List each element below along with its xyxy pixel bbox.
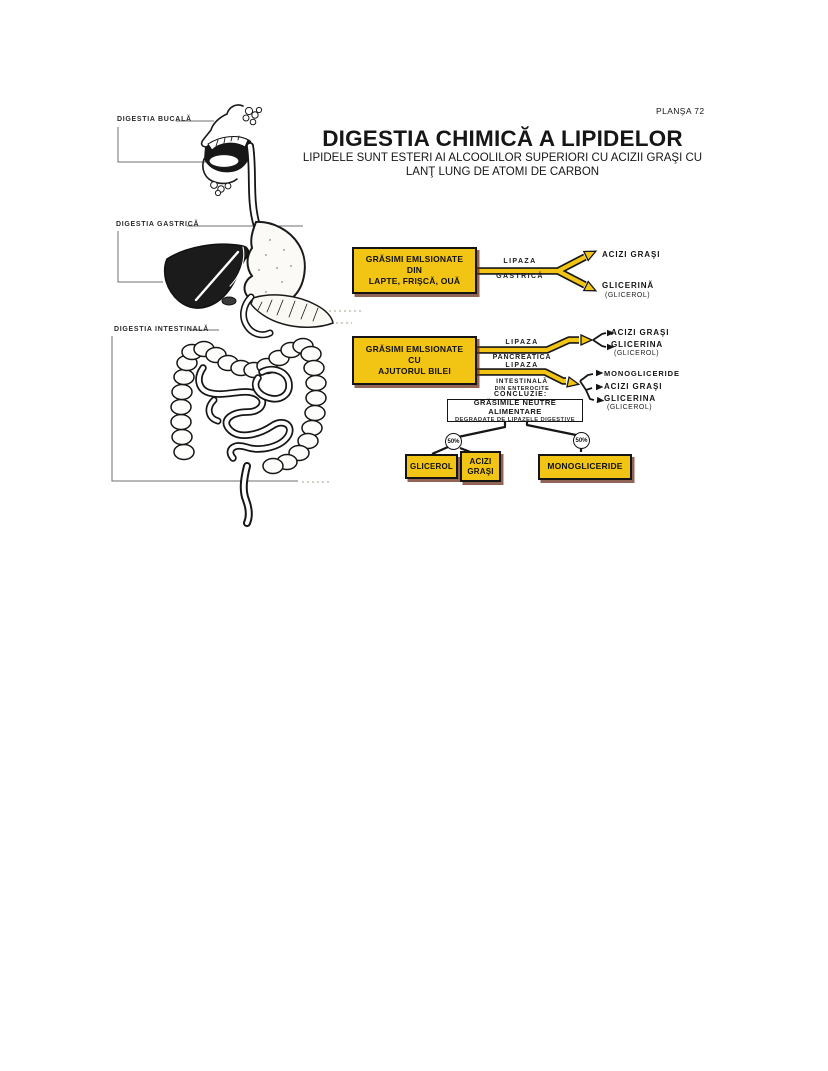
gastric-source-line2: DIN	[406, 265, 423, 275]
conclusion-box	[447, 399, 583, 422]
gastric-product-glicerina: GLICERINĂ	[602, 281, 655, 290]
page-subtitle	[270, 152, 735, 179]
region-label-gastrica: DIGESTIA GASTRICĂ	[116, 221, 200, 228]
enteric-enzyme-line1: LIPAZA	[505, 362, 539, 369]
intestinal-source-line3: AJUTORUL BILEI	[378, 366, 451, 376]
enteric-product-glicerina: GLICERINA	[604, 394, 657, 403]
conclusion-box-line2: DEGRADATE DE LIPAZELE DIGESTIVE	[454, 416, 576, 423]
page-title: DIGESTIA CHIMICĂ A LIPIDELOR	[322, 126, 683, 151]
output-monogliceride-label: MONOGLICERIDE	[547, 461, 623, 472]
output-box-glicerol	[405, 454, 458, 479]
subtitle-line-2: LANŢ LUNG DE ATOMI DE CARBON	[405, 165, 600, 178]
output-glicerol-label: GLICEROL	[410, 461, 453, 471]
plate-number: PLANŞA 72	[656, 106, 705, 116]
conclusion-label: CONCLUZIE:	[494, 391, 548, 398]
enteric-enzyme-line2: INTESTINALĂ	[496, 378, 548, 385]
pancreatic-product-acizi-grasi: ACIZI GRAŞI	[611, 328, 670, 337]
conclusion-box-line1: GRĂSIMILE NEUTRE ALIMENTARE	[473, 397, 557, 416]
output-acizi-line2: GRAŞI	[467, 466, 494, 476]
gastric-lipase-arrow	[474, 247, 598, 296]
output-box-monogliceride	[538, 454, 632, 480]
enteric-product-acizi-grasi: ACIZI GRAŞI	[604, 382, 663, 391]
output-acizi-line1: ACIZI	[469, 457, 492, 466]
intestinal-source-line1: GRĂSIMI EMLSIONATE	[365, 344, 464, 354]
output-box-acizi-grasi	[460, 451, 501, 482]
region-label-intestinala: DIGESTIA INTESTINALĂ	[114, 326, 210, 333]
region-label-bucala: DIGESTIA BUCALĂ	[117, 116, 192, 123]
gastric-enzyme-line1: LIPAZA	[503, 258, 537, 265]
intestinal-source-line2: CU	[408, 355, 421, 365]
pancreatic-product-glicerina: GLICERINA	[611, 340, 664, 349]
pancreatic-product-glicerol-sub: (GLICEROL)	[614, 350, 660, 357]
gastric-source-line1: GRĂSIMI EMLSIONATE	[365, 254, 464, 264]
gastric-product-acizi-grasi: ACIZI GRAŞI	[602, 250, 661, 259]
enteric-enzyme-line3: DIN ENTEROCITE	[494, 386, 550, 392]
intestinal-source-box	[352, 336, 477, 385]
gastric-source-line3: LAPTE, FRIŞCĂ, OUĂ	[368, 276, 461, 286]
gastric-enzyme-line2: GASTRICĂ	[496, 273, 544, 280]
percentage-badge-right: 50%	[573, 432, 590, 449]
enteric-product-monogliceride: MONOGLICERIDE	[604, 369, 680, 378]
subtitle-line-1: LIPIDELE SUNT ESTERI AI ALCOOLILOR SUPERIORI CU ACIZII GRAŞI CU	[302, 152, 703, 164]
percentage-badge-left: 50%	[445, 433, 462, 450]
pancreatic-enzyme-line2: PANCREATICĂ	[492, 354, 552, 361]
enteric-product-glicerol-sub: (GLICEROL)	[607, 404, 653, 411]
gastric-source-box	[352, 247, 477, 294]
gastric-product-glicerol-sub: (GLICEROL)	[605, 292, 651, 299]
pancreatic-enzyme-line1: LIPAZA	[505, 339, 539, 346]
